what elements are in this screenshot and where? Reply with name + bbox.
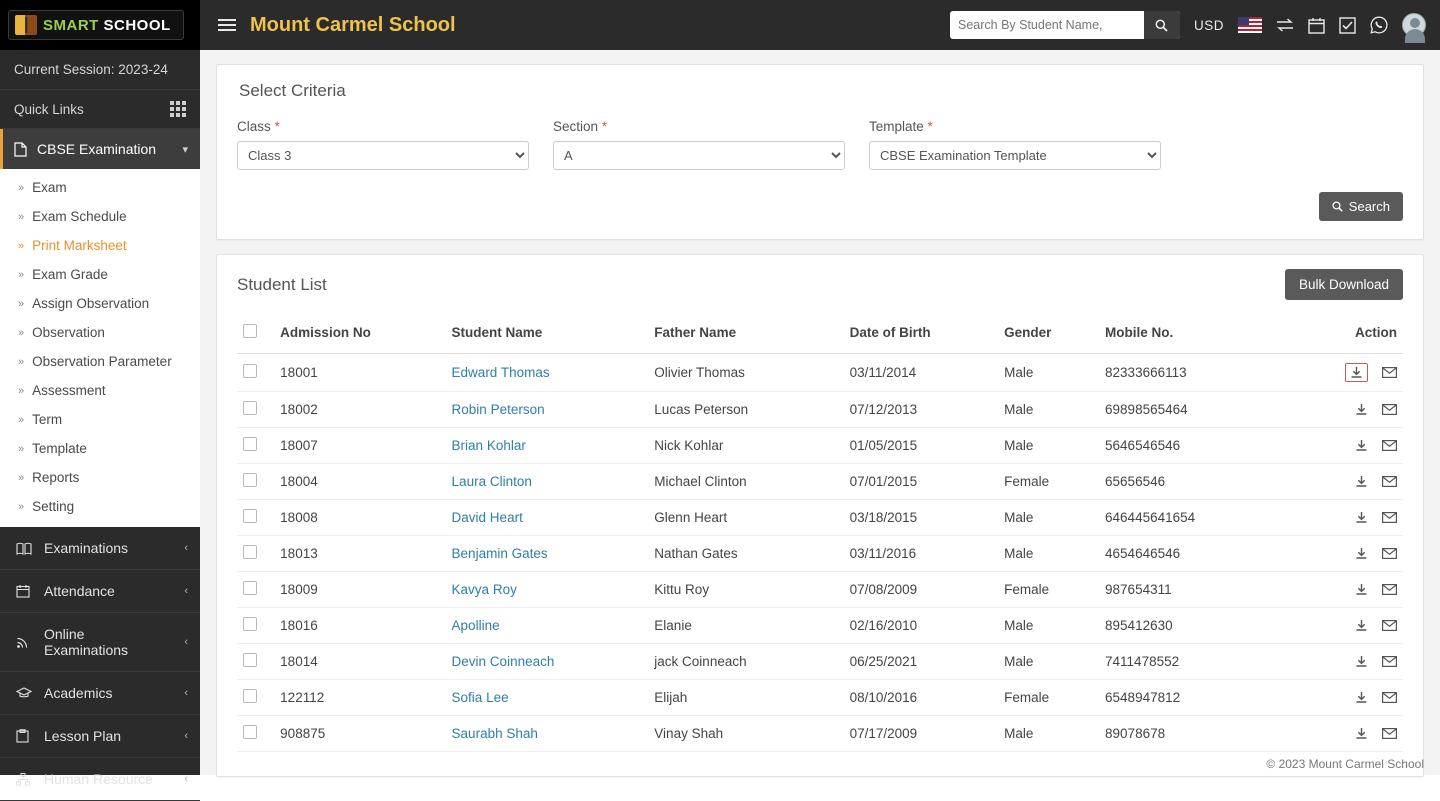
table-row <box>237 572 1403 608</box>
search-icon <box>1332 201 1343 212</box>
table-row <box>237 428 1403 464</box>
cell-admission-no: 18014 <box>274 644 445 680</box>
sitemap-icon <box>16 773 32 786</box>
row-select-cell <box>237 608 274 644</box>
chevron-left-icon: ‹ <box>184 585 188 597</box>
email-icon[interactable] <box>1382 584 1397 595</box>
cell-gender: Male <box>998 536 1099 572</box>
chevron-right-icon: » <box>18 500 25 513</box>
table-row <box>237 716 1403 752</box>
table-row <box>237 644 1403 680</box>
sidebar-item-attendance[interactable] <box>0 570 200 613</box>
submenu-item-assign-observation[interactable] <box>0 289 200 318</box>
table-row <box>237 354 1403 392</box>
cell-student-name[interactable]: Saurabh Shah <box>446 716 649 752</box>
cell-father-name: Glenn Heart <box>648 500 843 536</box>
cell-mobile-no: 895412630 <box>1099 608 1339 644</box>
submenu-item-template[interactable] <box>0 434 200 463</box>
cell-date-of-birth: 03/11/2014 <box>844 354 999 392</box>
cell-father-name: Vinay Shah <box>648 716 843 752</box>
chevron-down-icon: ▾ <box>182 143 188 156</box>
cell-gender: Female <box>998 572 1099 608</box>
table-row <box>237 680 1403 716</box>
sidebar-item-label: Online Examinations <box>43 626 129 658</box>
template-select[interactable] <box>869 141 1161 170</box>
row-checkbox[interactable] <box>243 473 257 487</box>
chevron-left-icon: ‹ <box>184 773 188 785</box>
email-icon[interactable] <box>1382 692 1397 703</box>
cell-date-of-birth: 03/11/2016 <box>844 536 999 572</box>
cell-mobile-no: 65656546 <box>1099 464 1339 500</box>
action-group <box>1345 475 1397 488</box>
submenu-item-exam-grade[interactable] <box>0 260 200 289</box>
row-select-cell <box>237 464 274 500</box>
cell-mobile-no: 646445641654 <box>1099 500 1339 536</box>
action-group <box>1345 619 1397 632</box>
row-select-cell <box>237 644 274 680</box>
sidebar-item-online-examinations[interactable] <box>0 613 200 672</box>
submenu-item-exam[interactable] <box>0 173 200 202</box>
cell-gender: Male <box>998 428 1099 464</box>
submenu-item-term[interactable] <box>0 405 200 434</box>
sidebar-item-label: Academics <box>44 685 113 701</box>
row-select-cell <box>237 536 274 572</box>
action-group <box>1345 691 1397 704</box>
cell-student-name[interactable]: Devin Coinneach <box>446 644 649 680</box>
search-button-row <box>237 192 1403 221</box>
submenu-item-observation[interactable] <box>0 318 200 347</box>
cell-action <box>1339 644 1403 680</box>
column-admission-no: Admission No <box>274 314 445 354</box>
cell-student-name[interactable]: Robin Peterson <box>446 392 649 428</box>
section-label-text: Section <box>553 119 599 134</box>
cell-date-of-birth: 02/16/2010 <box>844 608 999 644</box>
cell-student-name[interactable]: Edward Thomas <box>446 354 649 392</box>
download-icon[interactable] <box>1355 475 1368 488</box>
search-box[interactable] <box>950 11 1180 39</box>
submenu-label: Observation Parameter <box>32 354 172 369</box>
row-checkbox[interactable] <box>243 617 257 631</box>
cell-student-name[interactable]: David Heart <box>446 500 649 536</box>
cell-action <box>1339 500 1403 536</box>
page-title: Mount Carmel School <box>250 13 456 36</box>
download-icon[interactable] <box>1345 363 1368 382</box>
row-select-cell <box>237 354 274 392</box>
sidebar-item-lesson-plan[interactable] <box>0 715 200 758</box>
cell-mobile-no: 6548947812 <box>1099 680 1339 716</box>
cell-gender: Male <box>998 608 1099 644</box>
cell-student-name[interactable]: Brian Kohlar <box>446 428 649 464</box>
cell-date-of-birth: 06/25/2021 <box>844 644 999 680</box>
cell-gender: Male <box>998 500 1099 536</box>
cell-gender: Male <box>998 354 1099 392</box>
logo[interactable] <box>0 0 200 50</box>
avatar[interactable] <box>1402 13 1426 37</box>
graduation-cap-icon <box>16 687 32 699</box>
row-select-cell <box>237 716 274 752</box>
email-icon[interactable] <box>1382 548 1397 559</box>
sidebar-item-label: Attendance <box>44 583 115 599</box>
file-icon <box>14 142 27 157</box>
cell-date-of-birth: 08/10/2016 <box>844 680 999 716</box>
cell-action <box>1339 680 1403 716</box>
row-select-cell <box>237 680 274 716</box>
email-icon[interactable] <box>1382 367 1397 378</box>
student-table-head <box>237 314 1403 354</box>
cell-father-name: Elanie <box>648 608 843 644</box>
cell-mobile-no: 4654646546 <box>1099 536 1339 572</box>
cell-father-name: jack Coinneach <box>648 644 843 680</box>
chevron-right-icon: » <box>18 268 25 281</box>
cell-father-name: Michael Clinton <box>648 464 843 500</box>
grid-icon[interactable] <box>170 101 186 117</box>
table-row <box>237 500 1403 536</box>
submenu-label: Observation <box>32 325 105 340</box>
clipboard-icon <box>16 729 32 743</box>
row-select-cell <box>237 572 274 608</box>
cell-date-of-birth: 07/08/2009 <box>844 572 999 608</box>
submenu-label: Template <box>32 441 87 456</box>
main-content <box>200 50 1440 775</box>
download-icon[interactable] <box>1355 691 1368 704</box>
submenu-label: Assessment <box>32 383 106 398</box>
email-icon[interactable] <box>1382 728 1397 739</box>
chevron-left-icon: ‹ <box>184 687 188 699</box>
row-select-cell <box>237 428 274 464</box>
bulk-download-button[interactable]: Bulk Download <box>1285 269 1403 300</box>
sidebar-item-label: CBSE Examination <box>37 141 157 157</box>
footer-copyright: © 2023 Mount Carmel School <box>1266 757 1424 771</box>
chevron-right-icon: » <box>18 210 25 223</box>
submenu-label: Assign Observation <box>32 296 150 311</box>
download-icon[interactable] <box>1355 547 1368 560</box>
submenu-label: Reports <box>32 470 80 485</box>
column-gender: Gender <box>998 314 1099 354</box>
download-icon[interactable] <box>1355 511 1368 524</box>
quick-links-label: Quick Links <box>14 101 84 117</box>
table-row <box>237 608 1403 644</box>
column-mobile-no: Mobile No. <box>1099 314 1339 354</box>
cell-action <box>1339 572 1403 608</box>
chevron-right-icon: » <box>18 471 25 484</box>
cell-student-name[interactable]: Sofia Lee <box>446 680 649 716</box>
cell-gender: Female <box>998 680 1099 716</box>
cell-action <box>1339 716 1403 752</box>
template-label <box>869 119 1161 134</box>
cell-student-name[interactable]: Laura Clinton <box>446 464 649 500</box>
chevron-right-icon: » <box>18 355 25 368</box>
download-icon[interactable] <box>1355 727 1368 740</box>
cell-admission-no: 18004 <box>274 464 445 500</box>
logo-plate <box>8 10 184 40</box>
section-label <box>553 119 845 134</box>
row-checkbox[interactable] <box>243 689 257 703</box>
select-criteria-card <box>216 64 1424 240</box>
class-label-text: Class <box>237 119 271 134</box>
book-logo-icon <box>15 15 37 35</box>
cell-admission-no: 18013 <box>274 536 445 572</box>
cell-mobile-no: 5646546546 <box>1099 428 1339 464</box>
column-father-name: Father Name <box>648 314 843 354</box>
cell-date-of-birth: 03/18/2015 <box>844 500 999 536</box>
current-session: Current Session: 2023-24 <box>0 50 200 90</box>
student-list-header <box>237 269 1403 300</box>
select-all-checkbox[interactable] <box>243 324 257 338</box>
cell-student-name[interactable]: Apolline <box>446 608 649 644</box>
table-row <box>237 392 1403 428</box>
student-list-card <box>216 254 1424 777</box>
submenu-item-observation-parameter[interactable] <box>0 347 200 376</box>
cell-mobile-no: 987654311 <box>1099 572 1339 608</box>
action-group <box>1345 727 1397 740</box>
book-icon <box>16 542 32 555</box>
sidebar-item-label: Lesson Plan <box>44 728 122 744</box>
exchange-icon[interactable] <box>1276 18 1294 32</box>
submenu-label: Term <box>32 412 63 427</box>
calendar-icon[interactable] <box>1308 17 1325 34</box>
search-button[interactable] <box>1319 192 1403 221</box>
action-group <box>1345 403 1397 416</box>
submenu-label: Exam <box>32 180 67 195</box>
action-group <box>1345 583 1397 596</box>
required-marker: * <box>274 119 280 134</box>
row-checkbox[interactable] <box>243 653 257 667</box>
required-marker: * <box>601 119 608 134</box>
cell-admission-no: 18008 <box>274 500 445 536</box>
quick-links[interactable] <box>0 90 200 129</box>
cell-student-name[interactable]: Kavya Roy <box>446 572 649 608</box>
student-table-body <box>237 354 1403 752</box>
chevron-right-icon: » <box>18 326 25 339</box>
student-list-title: Student List <box>237 274 327 294</box>
download-icon[interactable] <box>1355 655 1368 668</box>
cell-mobile-no: 89078678 <box>1099 716 1339 752</box>
cell-date-of-birth: 07/12/2013 <box>844 392 999 428</box>
cell-date-of-birth: 07/17/2009 <box>844 716 999 752</box>
template-label-text: Template <box>869 119 924 134</box>
logo-text <box>43 17 171 34</box>
cell-admission-no: 18001 <box>274 354 445 392</box>
submenu-item-print-marksheet[interactable] <box>0 231 200 260</box>
logo-text-smart: SMART <box>43 16 99 34</box>
chevron-right-icon: » <box>18 413 25 426</box>
row-checkbox[interactable] <box>243 364 257 378</box>
search-input[interactable] <box>950 12 1140 38</box>
submenu-item-setting[interactable] <box>0 492 200 521</box>
action-group <box>1345 363 1397 382</box>
submenu-cbse-examination <box>0 169 200 527</box>
cell-admission-no: 18002 <box>274 392 445 428</box>
cell-admission-no: 908875 <box>274 716 445 752</box>
calendar-icon <box>16 584 32 598</box>
cell-admission-no: 18007 <box>274 428 445 464</box>
chevron-right-icon: » <box>18 181 25 194</box>
class-label <box>237 119 529 134</box>
cell-action <box>1339 392 1403 428</box>
email-icon[interactable] <box>1382 476 1397 487</box>
search-button-label: Search <box>1348 199 1390 214</box>
class-select[interactable] <box>237 141 529 170</box>
cell-action <box>1339 428 1403 464</box>
download-icon[interactable] <box>1355 403 1368 416</box>
topbar <box>200 0 1440 50</box>
email-icon[interactable] <box>1382 440 1397 451</box>
sidebar-item-academics[interactable] <box>0 672 200 715</box>
submenu-item-assessment[interactable] <box>0 376 200 405</box>
sidebar-item-label: Human Resource <box>44 771 153 787</box>
cell-father-name: Lucas Peterson <box>648 392 843 428</box>
email-icon[interactable] <box>1382 620 1397 631</box>
column-action: Action <box>1339 314 1403 354</box>
currency-label[interactable]: USD <box>1193 17 1224 33</box>
flag-us-icon[interactable] <box>1238 17 1262 33</box>
sidebar-item-label: Examinations <box>44 540 129 556</box>
required-marker: * <box>927 119 933 134</box>
hamburger-menu-icon[interactable] <box>218 16 236 34</box>
row-checkbox[interactable] <box>243 437 257 451</box>
submenu-label: Print Marksheet <box>32 238 127 253</box>
search-icon[interactable] <box>1144 11 1180 39</box>
submenu-label: Exam Grade <box>32 267 108 282</box>
row-checkbox[interactable] <box>243 401 257 415</box>
cell-father-name: Nick Kohlar <box>648 428 843 464</box>
email-icon[interactable] <box>1382 404 1397 415</box>
cell-action <box>1339 464 1403 500</box>
cell-admission-no: 122112 <box>274 680 445 716</box>
table-row <box>237 536 1403 572</box>
chevron-right-icon: » <box>18 297 25 310</box>
column-student-name: Student Name <box>446 314 649 354</box>
cell-admission-no: 18009 <box>274 572 445 608</box>
select-all-header <box>237 314 274 354</box>
submenu-label: Setting <box>32 499 75 514</box>
select-criteria-title: Select Criteria <box>239 81 346 100</box>
chevron-right-icon: » <box>18 239 25 252</box>
submenu-item-exam-schedule[interactable] <box>0 202 200 231</box>
action-group <box>1345 547 1397 560</box>
chevron-left-icon: ‹ <box>184 542 188 554</box>
action-group <box>1345 439 1397 452</box>
cell-gender: Male <box>998 716 1099 752</box>
cell-action <box>1339 354 1403 392</box>
cell-gender: Female <box>998 464 1099 500</box>
class-field-group <box>237 119 529 170</box>
download-icon[interactable] <box>1355 439 1368 452</box>
cell-father-name: Nathan Gates <box>648 536 843 572</box>
chevron-left-icon: ‹ <box>184 636 188 648</box>
sidebar-item-examinations[interactable] <box>0 527 200 570</box>
action-group <box>1345 655 1397 668</box>
cell-father-name: Olivier Thomas <box>648 354 843 392</box>
criteria-form-row <box>237 119 1403 170</box>
sidebar <box>0 0 200 787</box>
cell-admission-no: 18016 <box>274 608 445 644</box>
chevron-right-icon: » <box>18 384 25 397</box>
row-checkbox[interactable] <box>243 725 257 739</box>
cell-gender: Male <box>998 392 1099 428</box>
cell-action <box>1339 536 1403 572</box>
cell-father-name: Elijah <box>648 680 843 716</box>
cell-gender: Male <box>998 644 1099 680</box>
chevron-right-icon: » <box>18 442 25 455</box>
cell-mobile-no: 7411478552 <box>1099 644 1339 680</box>
section-field-group <box>553 119 845 170</box>
action-group <box>1345 511 1397 524</box>
submenu-item-reports[interactable] <box>0 463 200 492</box>
row-checkbox[interactable] <box>243 581 257 595</box>
chevron-left-icon: ‹ <box>184 730 188 742</box>
row-checkbox[interactable] <box>243 509 257 523</box>
cell-action <box>1339 608 1403 644</box>
row-select-cell <box>237 500 274 536</box>
cell-student-name[interactable]: Benjamin Gates <box>446 536 649 572</box>
template-field-group <box>869 119 1161 170</box>
submenu-label: Exam Schedule <box>32 209 127 224</box>
row-checkbox[interactable] <box>243 545 257 559</box>
sidebar-item-human-resource[interactable] <box>0 758 200 801</box>
cell-date-of-birth: 07/01/2015 <box>844 464 999 500</box>
whatsapp-icon[interactable] <box>1370 16 1388 34</box>
cell-mobile-no: 69898565464 <box>1099 392 1339 428</box>
logo-text-school: SCHOOL <box>103 16 171 34</box>
table-row <box>237 464 1403 500</box>
signal-icon <box>16 635 32 649</box>
row-select-cell <box>237 392 274 428</box>
table-header-row <box>237 314 1403 354</box>
column-date-of-birth: Date of Birth <box>844 314 999 354</box>
download-icon[interactable] <box>1355 583 1368 596</box>
sidebar-item-cbse-examination[interactable] <box>0 129 200 169</box>
student-table <box>237 314 1403 752</box>
email-icon[interactable] <box>1382 512 1397 523</box>
cell-date-of-birth: 01/05/2015 <box>844 428 999 464</box>
section-select[interactable] <box>553 141 845 170</box>
checklist-icon[interactable] <box>1339 17 1356 34</box>
download-icon[interactable] <box>1355 619 1368 632</box>
email-icon[interactable] <box>1382 656 1397 667</box>
cell-mobile-no: 82333666113 <box>1099 354 1339 392</box>
cell-father-name: Kittu Roy <box>648 572 843 608</box>
